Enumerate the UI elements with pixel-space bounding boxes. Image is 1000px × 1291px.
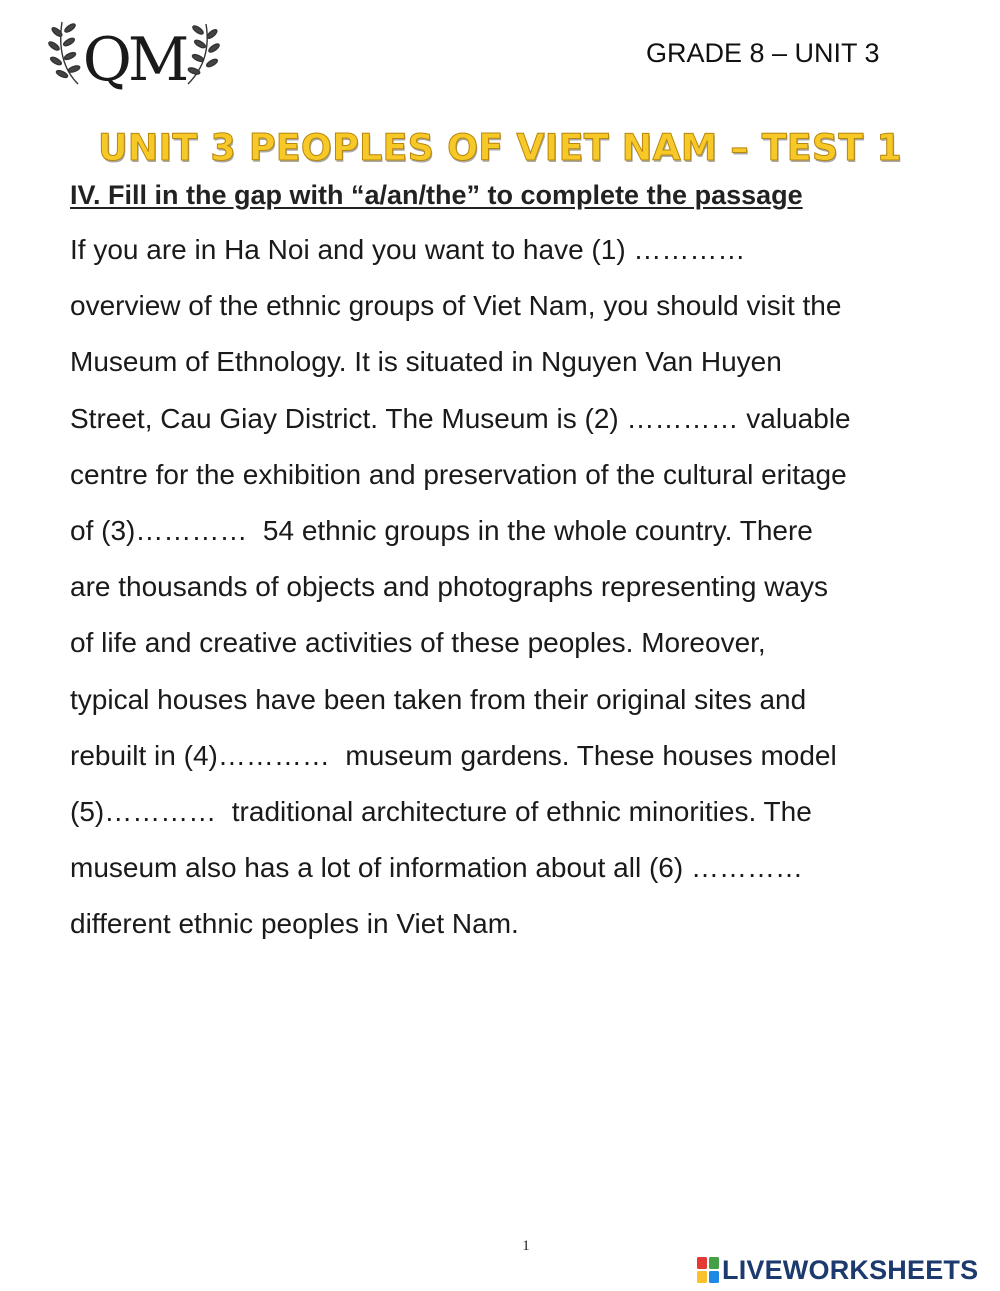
- watermark-text: LIVEWORKSHEETS: [722, 1254, 979, 1285]
- passage-line: overview of the ethnic groups of Viet Nam, you should visit the: [70, 290, 842, 322]
- passage-line: of (3)………… 54 ethnic groups in the whole country. There: [70, 514, 813, 546]
- passage-line: centre for the exhibition and preservation of the cultural eritage: [70, 458, 847, 490]
- passage-line: different ethnic peoples in Viet Nam.: [70, 908, 519, 940]
- liveworksheets-watermark: [697, 1255, 978, 1285]
- qm-logo-text: QM: [82, 25, 186, 95]
- page-number: 1: [522, 1238, 530, 1254]
- passage-line: rebuilt in (4)………… museum gardens. These houses model: [70, 739, 837, 771]
- passage-line: museum also has a lot of information about all (6) …………: [70, 852, 803, 884]
- passage-line: (5)………… traditional architecture of ethnic minorities. The: [70, 795, 812, 827]
- page-title: UNIT 3 PEOPLES OF VIET NAM – TEST 1: [97, 126, 903, 169]
- passage-line: Street, Cau Giay District. The Museum is (2) ………… valuable: [70, 402, 851, 434]
- exercise-instruction: IV. Fill in the gap with “a/an/the” to complete the passage: [70, 180, 803, 210]
- passage-line: are thousands of objects and photographs representing ways: [70, 571, 829, 603]
- passage-line: If you are in Ha Noi and you want to have (1) …………: [70, 234, 746, 265]
- laurel-left-icon: [48, 22, 80, 84]
- laurel-right-icon: [188, 24, 220, 84]
- passage-line: of life and creative activities of these peoples. Moreover,: [70, 627, 766, 659]
- passage-line: Museum of Ethnology. It is situated in Nguyen Van Huyen: [70, 346, 782, 378]
- qm-logo: [48, 14, 220, 98]
- liveworksheets-logo-icon: [697, 1257, 719, 1283]
- passage: [70, 226, 990, 956]
- passage-line: typical houses have been taken from their original sites and: [70, 683, 807, 715]
- grade-unit-label: GRADE 8 – UNIT 3: [646, 38, 880, 68]
